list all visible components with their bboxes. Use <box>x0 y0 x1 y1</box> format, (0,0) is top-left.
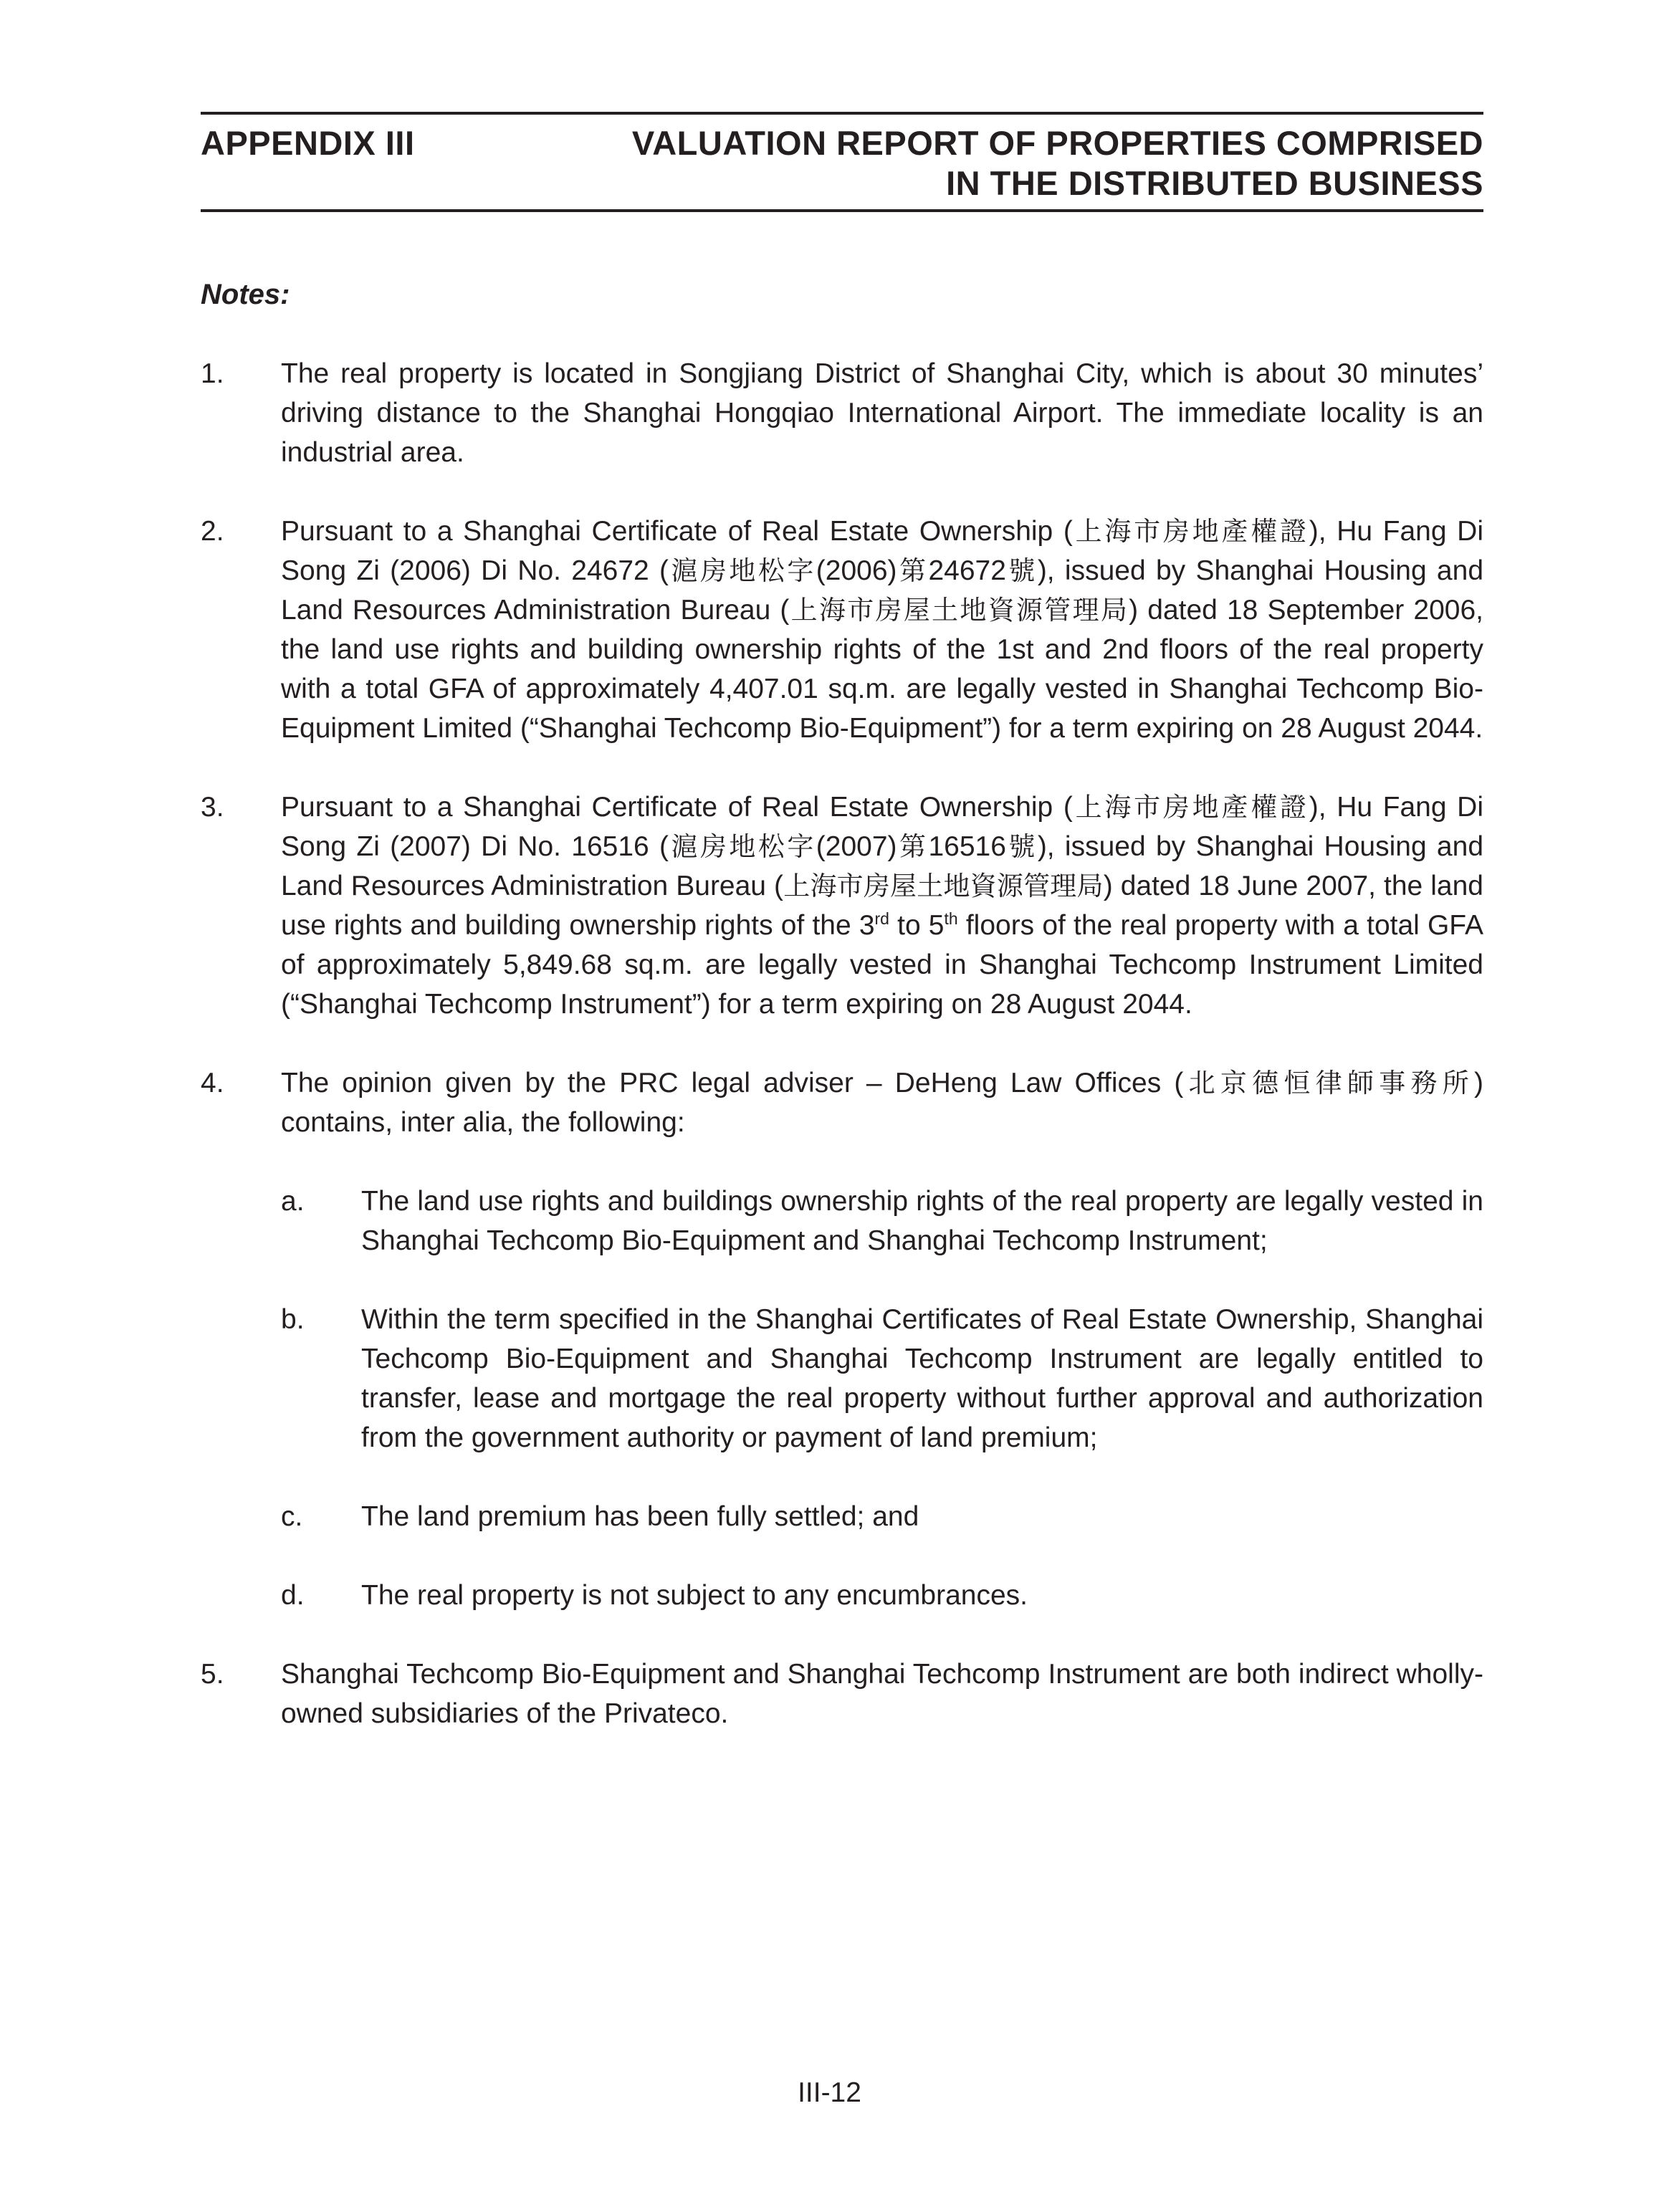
chinese-certificate-ref: 滬房地松字 <box>669 555 816 586</box>
note-text-segment: ), Hu Fang Di Song Zi (2006) Di No. 24672 ( <box>281 516 1483 586</box>
report-title <box>480 123 1483 204</box>
note-3 <box>201 787 1483 1024</box>
note-text-segment: Pursuant to a Shanghai Certificate of Real Estate Ownership ( <box>281 792 1073 823</box>
note-text-segment: ), Hu Fang Di Song Zi (2007) Di No. 16516 ( <box>281 792 1483 862</box>
page-number: III-12 <box>798 2077 861 2108</box>
legal-opinion-item <box>281 1182 1483 1260</box>
chinese-certificate-ref: 滬房地松字 <box>669 831 816 862</box>
item-text: The land premium has been fully settled; and <box>361 1501 919 1532</box>
note-text-segment: ), issued by Shanghai Housing and Land Resources Administration Bureau ( <box>281 555 1484 626</box>
note-number: 1. <box>201 358 224 389</box>
item-letter: b. <box>281 1304 305 1335</box>
notes-heading: Notes: <box>201 279 290 310</box>
header-top-rule <box>201 112 1483 115</box>
chinese-certificate-name: 上海市房地產權證 <box>1072 792 1309 823</box>
item-text: The real property is not subject to any encumbrances. <box>361 1580 1028 1611</box>
note-text-segment: Pursuant to a Shanghai Certificate of Real Estate Ownership ( <box>281 516 1073 547</box>
item-letter: d. <box>281 1580 305 1611</box>
chinese-bureau-name: 上海市房屋土地資源管理局 <box>789 595 1129 626</box>
note-text <box>281 1063 1483 1615</box>
note-number: 5. <box>201 1659 224 1690</box>
report-title-line-1: VALUATION REPORT OF PROPERTIES COMPRISED <box>631 124 1483 162</box>
note-text-segment: ), issued by Shanghai Housing and Land Resources Administration Bureau ( <box>281 831 1484 901</box>
note-text: The real property is located in Songjiang District of Shanghai City, which is about 30 minutes’ driving distance to the Shanghai Hongqiao International Airport. The immediate locality is an industrial area. <box>281 358 1483 468</box>
chinese-bureau-name: 上海市房屋土地資源管理局 <box>783 871 1104 901</box>
note-text-segment: floors of the real property with a total GFA of approximately 5,849.68 sq.m. are legally vested in Shanghai Techcomp Instrument Limited (“Shanghai Techcomp Instrument”) for a term expiring on 28 August 2044. <box>281 910 1483 1020</box>
legal-opinion-item <box>281 1300 1483 1457</box>
note-text-segment: ) dated 18 June 2007, the land use rights and building ownership rights of the 3 <box>281 871 1484 941</box>
note-text-segment: 16516 <box>928 831 1006 862</box>
note-text-segment: (2006) <box>816 555 897 586</box>
item-letter: a. <box>281 1186 305 1217</box>
chinese-certificate-name: 上海市房地產權證 <box>1072 516 1309 547</box>
item-letter: c. <box>281 1501 303 1532</box>
chinese-certificate-ref: 號 <box>1005 555 1038 586</box>
note-intro <box>281 1063 1483 1142</box>
note-number: 3. <box>201 792 224 823</box>
chinese-certificate-ref: 第 <box>897 555 929 586</box>
notes-list <box>201 354 1483 1773</box>
note-text-segment: ) dated 18 September 2006, the land use rights and building ownership rights of the 1st and 2nd floors of the real property with a total GFA of approximately 4,407.01 sq.m. are legally vested in Shanghai Techcomp Bio-Equipment Limited (“Shanghai Techcomp Bio-Equipment”) for a term expiring on 28 August 2044. <box>281 595 1483 744</box>
legal-opinion-item <box>281 1497 1483 1536</box>
note-text <box>281 787 1483 1024</box>
note-text-segment: to 5 <box>889 910 945 941</box>
note-text <box>281 512 1483 748</box>
chinese-certificate-ref: 號 <box>1005 831 1038 862</box>
note-5 <box>201 1655 1483 1733</box>
note-text-segment: (2007) <box>816 831 897 862</box>
chinese-law-firm-name: 北京德恒律師事務所 <box>1183 1068 1475 1098</box>
note-4 <box>201 1063 1483 1615</box>
chinese-certificate-ref: 第 <box>897 831 929 862</box>
ordinal-suffix: th <box>944 909 958 928</box>
header-bottom-rule <box>201 209 1483 212</box>
legal-opinion-list <box>281 1182 1483 1615</box>
item-text: Within the term specified in the Shanghai Certificates of Real Estate Ownership, Shanghai Techcomp Bio-Equipment and Shanghai Techcomp Instrument are legally entitled to transfer, lease and mortgage the real property without further approval and authorization from the government authority or payment of land premium; <box>361 1304 1483 1453</box>
legal-opinion-item <box>281 1576 1483 1615</box>
note-text: Shanghai Techcomp Bio-Equipment and Shanghai Techcomp Instrument are both indirect wholly-owned subsidiaries of the Privateco. <box>281 1659 1483 1729</box>
note-number: 4. <box>201 1068 224 1098</box>
note-2 <box>201 512 1483 748</box>
item-text: The land use rights and buildings ownership rights of the real property are legally vested in Shanghai Techcomp Bio-Equipment and Shanghai Techcomp Instrument; <box>361 1186 1483 1256</box>
appendix-label: APPENDIX III <box>201 124 415 162</box>
report-title-line-2: IN THE DISTRIBUTED BUSINESS <box>946 164 1483 202</box>
note-number: 2. <box>201 516 224 547</box>
note-text-segment: The opinion given by the PRC legal adviser – DeHeng Law Offices ( <box>281 1068 1184 1098</box>
note-1 <box>201 354 1483 472</box>
note-text-segment: 24672 <box>928 555 1006 586</box>
ordinal-suffix: rd <box>874 909 889 928</box>
note-text-segment: ) contains, inter alia, the following: <box>281 1068 1484 1138</box>
